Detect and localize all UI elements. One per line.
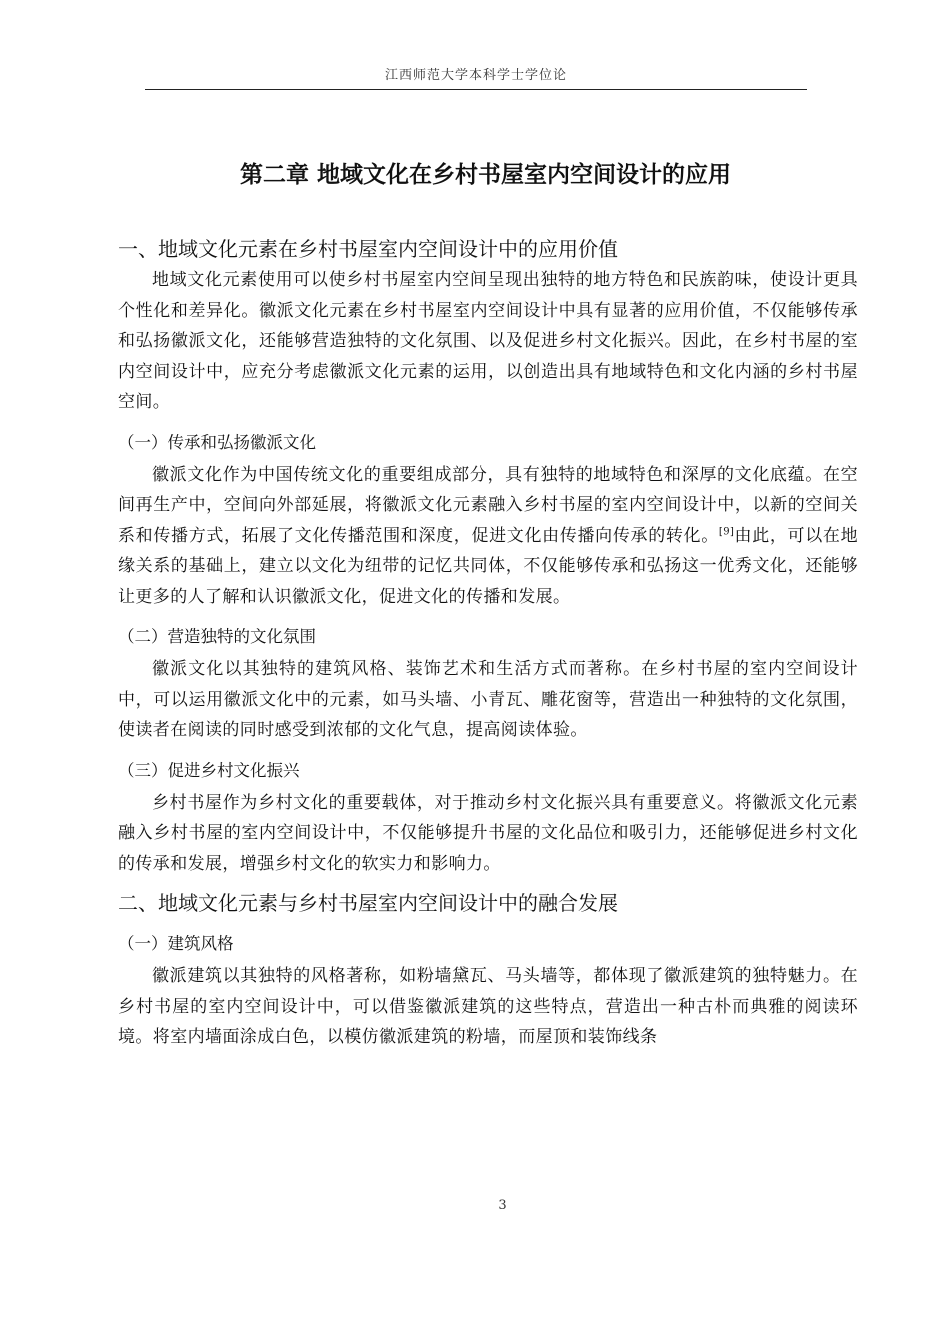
paragraph-part-b: 由此，可以在地缘关系的基础上，建立以文化为纽带的记忆共同体，不仅能够传承和弘扬这一优秀文化，还能够让更多的人了解和认识徽派文化，促进文化的传播和发展。 [118, 525, 858, 607]
section-2-heading: 二、地域文化元素与乡村书屋室内空间设计中的融合发展 [118, 891, 618, 915]
section-1-sub-2-heading: （二）营造独特的文化氛围 [118, 627, 316, 646]
section-1-sub-3-text: 乡村书屋作为乡村文化的重要载体，对于推动乡村文化振兴具有重要意义。将徽派文化元素融入乡村书屋的室内空间设计中，不仅能够提升书屋的文化品位和吸引力，还能够促进乡村文化的传承和发展，增强乡村文化的软实力和影响力。 [118, 792, 858, 874]
paragraph-part-a: 徽派文化作为中国传统文化的重要组成部分，具有独特的地域特色和深厚的文化底蕴。在空间再生产中，空间向外部延展，将徽派文化元素融入乡村书屋的室内空间设计中，以新的空间关系和传播方式，拓展了文化传播范围和深度，促进文化由传播向传承的转化。 [118, 464, 858, 546]
running-header: 江西师范大学本科学士学位论 [384, 68, 567, 83]
citation-9: [9] [718, 525, 735, 537]
section-1-intro: 地域文化元素使用可以使乡村书屋室内空间呈现出独特的地方特色和民族韵味，使设计更具个性化和差异化。徽派文化元素在乡村书屋室内空间设计中具有显著的应用价值，不仅能够传承和弘扬徽派文化，还能够营造独特的文化氛围、以及促进乡村文化振兴。因此，在乡村书屋的室内空间设计中，应充分考虑徽派文化元素的运用，以创造出具有地域特色和文化内涵的乡村书屋空间。 [118, 270, 858, 412]
chapter-title: 第二章 地域文化在乡村书屋室内空间设计的应用 [240, 162, 732, 188]
section-2-sub-1-heading: （一）建筑风格 [118, 934, 234, 953]
section-1-sub-3-heading: （三）促进乡村文化振兴 [118, 760, 300, 780]
header-rule [145, 89, 807, 90]
section-1-sub-1-text [118, 460, 858, 613]
section-1-sub-1-heading: （一）传承和弘扬徽派文化 [118, 432, 316, 452]
page-number: 3 [498, 1198, 507, 1213]
section-1-sub-2-text: 徽派文化以其独特的建筑风格、装饰艺术和生活方式而著称。在乡村书屋的室内空间设计中，可以运用徽派文化中的元素，如马头墙、小青瓦、雕花窗等，营造出一种独特的文化氛围，使读者在阅读的同时感受到浓郁的文化气息，提高阅读体验。 [118, 659, 858, 740]
section-1-heading: 一、地域文化元素在乡村书屋室内空间设计中的应用价值 [118, 237, 618, 261]
section-2-sub-1-text: 徽派建筑以其独特的风格著称，如粉墙黛瓦、马头墙等，都体现了徽派建筑的独特魅力。在乡村书屋的室内空间设计中，可以借鉴徽派建筑的这些特点，营造出一种古朴而典雅的阅读环境。将室内墙面涂成白色，以模仿徽派建筑的粉墙，而屋顶和装饰线条 [118, 966, 858, 1047]
page-body [118, 150, 858, 1053]
